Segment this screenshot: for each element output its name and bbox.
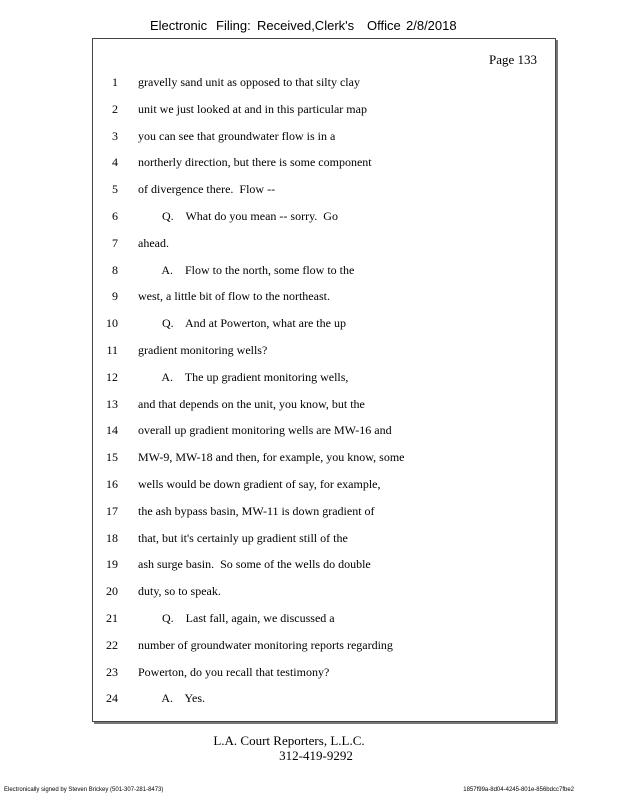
transcript-line: [0, 531, 618, 551]
line-text: and that depends on the unit, you know, but the: [138, 396, 365, 411]
line-number: 12: [106, 369, 118, 384]
line-number: 17: [106, 503, 118, 518]
line-number: 18: [106, 530, 118, 545]
line-text: ash surge basin. So some of the wells do double: [138, 557, 371, 572]
line-number: 24: [106, 691, 118, 706]
header-word-filing: Filing:: [216, 18, 251, 33]
line-number: 8: [112, 262, 118, 277]
line-text: wells would be down gradient of say, for example,: [138, 477, 381, 491]
transcript-line: [0, 129, 618, 149]
line-text: gravelly sand unit as opposed to that silty clay: [138, 75, 360, 89]
transcript-line: [0, 423, 618, 443]
transcript-line: [0, 209, 618, 229]
transcript-line: [0, 477, 618, 497]
line-number: 15: [106, 450, 118, 465]
line-number: 3: [112, 128, 118, 143]
line-text: ahead.: [138, 235, 169, 250]
reporter-company: L.A. Court Reporters, L.L.C.: [213, 733, 365, 748]
line-number: 1: [112, 75, 118, 89]
line-text: northerly direction, but there is some component: [138, 155, 372, 170]
line-text: A. Flow to the north, some flow to the: [138, 262, 355, 277]
transcript-line: [0, 155, 618, 175]
line-number: 10: [106, 316, 118, 331]
transcript-line: [0, 638, 618, 658]
transcript-line: [0, 182, 618, 202]
line-text: that, but it's certainly up gradient still of the: [138, 530, 348, 545]
line-text: gradient monitoring wells?: [138, 343, 268, 357]
line-text: Q. What do you mean -- sorry. Go: [138, 209, 338, 223]
line-number: 21: [106, 611, 118, 625]
transcript-line: [0, 584, 618, 604]
transcript-line: [0, 504, 618, 524]
line-text: A. The up gradient monitoring wells,: [138, 369, 349, 384]
transcript-line: [0, 236, 618, 256]
line-text: you can see that groundwater flow is in a: [138, 128, 336, 143]
page-number: Page 133: [489, 52, 538, 67]
line-number: 13: [106, 396, 118, 411]
line-number: 6: [112, 209, 118, 223]
line-text: Q. Last fall, again, we discussed a: [138, 611, 335, 625]
transcript-line: [0, 370, 618, 390]
transcript-line: [0, 557, 618, 577]
header-word-electronic: Electronic: [150, 18, 208, 33]
line-number: 14: [106, 423, 118, 438]
transcript-line: [0, 289, 618, 309]
transcript-line: [0, 316, 618, 336]
line-text: number of groundwater monitoring reports regarding: [138, 637, 393, 652]
line-text: west, a little bit of flow to the northeast.: [138, 289, 330, 304]
transcript-line: [0, 611, 618, 631]
transcript-line: [0, 263, 618, 283]
line-number: 11: [106, 343, 118, 357]
line-text: of divergence there. Flow --: [138, 182, 276, 197]
line-text: the ash bypass basin, MW-11 is down gradient of: [138, 503, 375, 518]
line-number: 23: [106, 664, 118, 679]
line-text: MW-9, MW-18 and then, for example, you know, some: [138, 450, 405, 465]
transcript-line: [0, 102, 618, 122]
transcript-line: [0, 397, 618, 417]
line-number: 9: [112, 289, 118, 304]
transcript-line: [0, 450, 618, 470]
document-hash: 1857f99a-8d04-4245-801e-856bdcc7fbe2: [463, 787, 574, 793]
line-text: duty, so to speak.: [138, 584, 221, 599]
header-word-received: Received,Clerk's: [257, 18, 355, 33]
transcript-line: [0, 343, 618, 363]
transcript-line: [0, 75, 618, 95]
line-number: 22: [106, 637, 118, 652]
line-number: 16: [106, 477, 118, 491]
line-number: 7: [112, 235, 118, 250]
header-date: 2/8/2018: [406, 18, 457, 33]
reporter-phone: 312-419-9292: [279, 748, 353, 763]
line-number: 5: [112, 182, 118, 197]
line-text: Q. And at Powerton, what are the up: [138, 316, 346, 331]
line-text: unit we just looked at and in this particular map: [138, 101, 367, 116]
line-number: 4: [112, 155, 118, 170]
line-text: Powerton, do you recall that testimony?: [138, 664, 330, 679]
line-number: 20: [106, 584, 118, 599]
header-word-office: Office: [367, 18, 401, 33]
line-number: 19: [106, 557, 118, 572]
line-text: A. Yes.: [138, 691, 206, 706]
footer: [0, 733, 618, 763]
electronic-signature: Electronically signed by Steven Brickey (501-307-281-8473): [4, 787, 164, 793]
transcript-line: [0, 665, 618, 685]
transcript-line: [0, 691, 618, 711]
line-text: overall up gradient monitoring wells are MW-16 and: [138, 423, 392, 438]
line-number: 2: [112, 101, 118, 116]
